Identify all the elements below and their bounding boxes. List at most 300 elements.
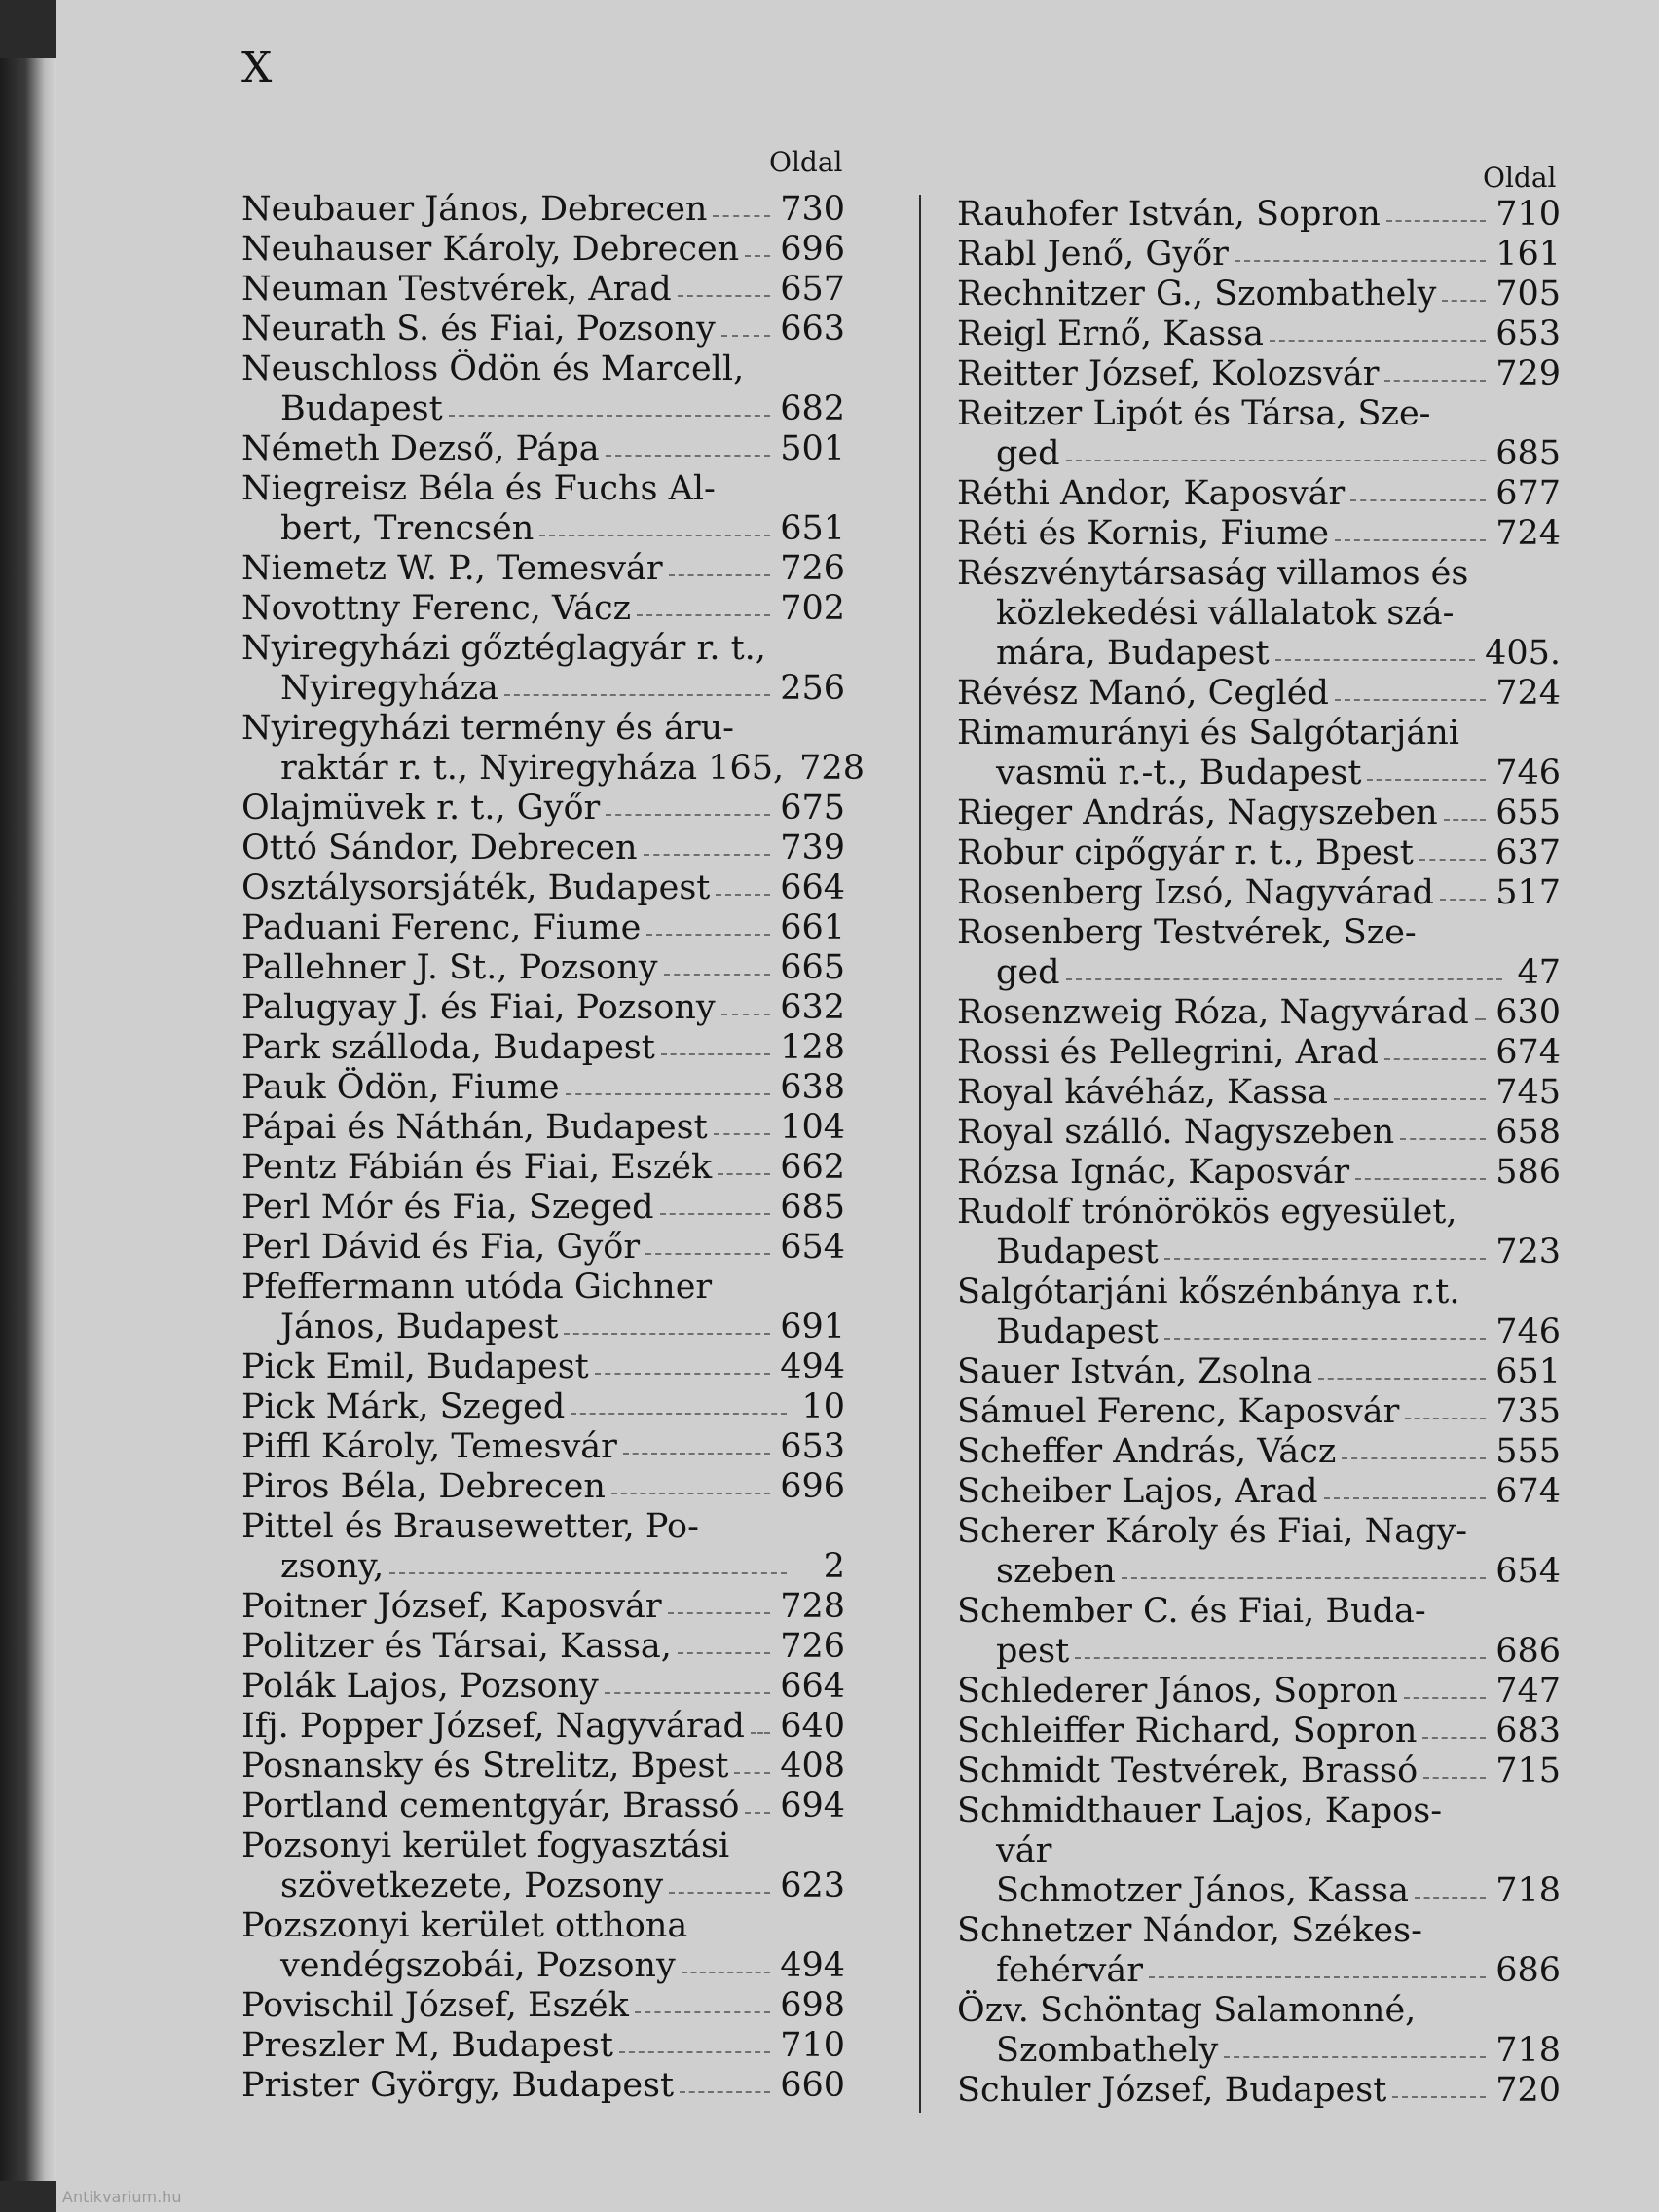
entry-page-number: 658 bbox=[1495, 1113, 1561, 1152]
entry-text: Szombathely bbox=[996, 2031, 1219, 2070]
entry-text: Nyiregyházi termény és áru- bbox=[241, 709, 734, 748]
entry-text: Polák Lajos, Pozsony bbox=[241, 1667, 599, 1706]
entry-text: szövetkezete, Pozsony bbox=[280, 1866, 664, 1905]
index-entry bbox=[241, 1028, 845, 1068]
dotted-leader bbox=[1342, 1457, 1486, 1459]
entry-text: zsony, bbox=[280, 1547, 385, 1586]
entry-page-number: 747 bbox=[1495, 1672, 1561, 1711]
index-entry bbox=[957, 1153, 1561, 1193]
index-entry bbox=[241, 868, 845, 908]
entry-text: Pozszonyi kerület otthona bbox=[241, 1906, 688, 1945]
entry-text: vendégszobái, Pozsony bbox=[280, 1946, 676, 1985]
dotted-leader bbox=[1224, 2056, 1486, 2058]
entry-page-number: 654 bbox=[780, 1228, 845, 1267]
entry-page-number: 729 bbox=[1495, 354, 1561, 393]
index-entry bbox=[957, 1991, 1561, 2031]
entry-text: Perl Dávid és Fia, Győr bbox=[241, 1228, 641, 1267]
index-entry bbox=[957, 1472, 1561, 1512]
index-entry bbox=[957, 434, 1561, 474]
entry-text: Scheiber Lajos, Arad bbox=[957, 1472, 1318, 1511]
left-index-column bbox=[241, 190, 865, 2106]
entry-text: Neuhauser Károly, Debrecen bbox=[241, 230, 740, 269]
index-entry bbox=[241, 1507, 845, 1547]
index-entry bbox=[957, 314, 1561, 354]
entry-text: Prister György, Budapest bbox=[241, 2066, 675, 2105]
entry-text: Schleiffer Richard, Sopron bbox=[957, 1712, 1418, 1751]
entry-text: Rossi és Pellegrini, Arad bbox=[957, 1033, 1379, 1072]
index-entry bbox=[241, 389, 845, 429]
entry-page-number: 718 bbox=[1495, 2031, 1561, 2070]
index-entry bbox=[957, 1272, 1561, 1312]
index-entry bbox=[957, 793, 1561, 833]
index-entry bbox=[241, 1747, 845, 1787]
dotted-leader bbox=[606, 814, 770, 816]
index-entry bbox=[241, 270, 845, 310]
index-entry bbox=[957, 1033, 1561, 1073]
entry-page-number: 664 bbox=[780, 1667, 845, 1706]
index-entry bbox=[241, 669, 845, 709]
dotted-leader bbox=[660, 1213, 771, 1215]
dotted-leader bbox=[539, 535, 770, 536]
entry-text: János, Budapest bbox=[280, 1308, 559, 1346]
dotted-leader bbox=[1400, 1138, 1486, 1140]
dotted-leader bbox=[1066, 978, 1502, 980]
entry-page-number: 739 bbox=[780, 829, 845, 867]
index-entry bbox=[957, 634, 1561, 674]
entry-page-number: 723 bbox=[1495, 1233, 1561, 1272]
entry-text: Rosenberg Testvérek, Sze- bbox=[957, 913, 1417, 952]
index-entry bbox=[957, 714, 1561, 754]
index-entry bbox=[241, 749, 865, 789]
entry-text: raktár r. t., Nyiregyháza 165, bbox=[280, 749, 785, 788]
entry-page-number: 655 bbox=[1495, 793, 1561, 832]
dotted-leader bbox=[1405, 1418, 1486, 1419]
index-entry bbox=[957, 1193, 1561, 1233]
entry-text: Budapest bbox=[280, 389, 443, 428]
entry-page-number: 686 bbox=[1495, 1632, 1561, 1671]
entry-text: Pfeffermann utóda Gichner bbox=[241, 1268, 713, 1307]
entry-text: Részvénytársaság villamos és bbox=[957, 554, 1469, 593]
dotted-leader bbox=[1392, 2096, 1486, 2098]
dotted-leader bbox=[718, 1173, 770, 1175]
dotted-leader bbox=[1075, 1657, 1486, 1659]
entry-text: Rechnitzer G., Szombathely bbox=[957, 275, 1437, 313]
entry-text: Preszler M, Budapest bbox=[241, 2026, 613, 2065]
entry-text: Palugyay J. és Fiai, Pozsony bbox=[241, 988, 716, 1027]
entry-text: Reigl Ernő, Kassa bbox=[957, 314, 1264, 353]
entry-text: Schnetzer Nándor, Székes- bbox=[957, 1911, 1422, 1950]
index-entry bbox=[241, 1906, 845, 1946]
entry-text: fehérvár bbox=[996, 1951, 1144, 1990]
index-entry bbox=[957, 1911, 1561, 1951]
dotted-leader bbox=[734, 1772, 770, 1774]
entry-text: Reitzer Lipót és Társa, Sze- bbox=[957, 394, 1431, 433]
index-entry bbox=[241, 1228, 845, 1268]
entry-text: Poitner József, Kaposvár bbox=[241, 1587, 662, 1626]
entry-text: Portland cementgyár, Brassó bbox=[241, 1787, 740, 1825]
dotted-leader bbox=[680, 2091, 770, 2093]
index-entry bbox=[241, 190, 845, 230]
entry-text: Réti és Kornis, Fiume bbox=[957, 514, 1330, 553]
index-entry bbox=[241, 2066, 845, 2106]
index-entry bbox=[957, 1312, 1561, 1352]
entry-text: Pallehner J. St., Pozsony bbox=[241, 948, 658, 987]
entry-text: bert, Trencsén bbox=[280, 509, 535, 548]
index-entry bbox=[957, 1592, 1561, 1632]
dotted-leader bbox=[1384, 380, 1486, 382]
entry-text: Schmidthauer Lajos, Kapos- bbox=[957, 1791, 1443, 1830]
right-column-header: Oldal bbox=[1483, 162, 1557, 194]
entry-page-number: 128 bbox=[780, 1028, 845, 1067]
entry-text: Royal kávéház, Kassa bbox=[957, 1073, 1328, 1112]
entry-page-number: 161 bbox=[1495, 235, 1561, 274]
entry-page-number: 651 bbox=[1495, 1352, 1561, 1391]
index-entry bbox=[957, 873, 1561, 913]
index-entry bbox=[241, 1826, 845, 1866]
left-column-header: Oldal bbox=[769, 146, 843, 178]
index-entry bbox=[241, 829, 845, 868]
index-entry bbox=[241, 1108, 845, 1148]
entry-page-number: 694 bbox=[780, 1787, 845, 1825]
entry-text: Schmotzer János, Kassa bbox=[996, 1871, 1409, 1910]
index-entry bbox=[241, 1308, 845, 1347]
entry-page-number: 705 bbox=[1495, 275, 1561, 313]
entry-text: Rózsa Ignác, Kaposvár bbox=[957, 1153, 1350, 1192]
dotted-leader bbox=[1164, 1258, 1487, 1260]
index-entry bbox=[957, 1512, 1561, 1552]
index-entry bbox=[241, 1547, 845, 1587]
dotted-leader bbox=[721, 1014, 771, 1015]
dotted-leader bbox=[646, 934, 770, 936]
entry-page-number: 408 bbox=[780, 1747, 845, 1786]
dotted-leader bbox=[721, 335, 770, 337]
dotted-leader bbox=[623, 1453, 770, 1455]
entry-text: Réthi Andor, Kaposvár bbox=[957, 474, 1346, 513]
dotted-leader bbox=[619, 2051, 770, 2053]
dotted-leader bbox=[1149, 1976, 1486, 1978]
dotted-leader bbox=[745, 1812, 770, 1814]
entry-text: Rosenzweig Róza, Nagyvárad bbox=[957, 993, 1469, 1032]
entry-page-number: 586 bbox=[1495, 1153, 1561, 1192]
index-entry bbox=[957, 1672, 1561, 1712]
index-entry bbox=[241, 1347, 845, 1387]
index-entry bbox=[957, 1791, 1561, 1831]
entry-text: szeben bbox=[996, 1552, 1116, 1591]
dotted-leader bbox=[1367, 779, 1486, 781]
entry-page-number: 653 bbox=[780, 1427, 845, 1466]
index-entry bbox=[957, 754, 1561, 793]
entry-text: Révész Manó, Cegléd bbox=[957, 674, 1329, 713]
index-entry bbox=[241, 1188, 845, 1228]
dotted-leader bbox=[1415, 1897, 1486, 1899]
entry-page-number: 555 bbox=[1495, 1432, 1561, 1471]
dotted-leader bbox=[1324, 1497, 1487, 1499]
dotted-leader bbox=[389, 1572, 787, 1574]
index-entry bbox=[241, 1268, 845, 1308]
entry-page-number: 517 bbox=[1495, 873, 1561, 912]
dotted-leader bbox=[1164, 1338, 1487, 1340]
entry-page-number: 715 bbox=[1495, 1751, 1561, 1790]
index-entry bbox=[241, 469, 845, 509]
entry-page-number: 663 bbox=[780, 310, 845, 349]
entry-text: Olajmüvek r. t., Győr bbox=[241, 789, 601, 828]
index-entry bbox=[957, 1073, 1561, 1113]
index-entry bbox=[241, 1667, 845, 1707]
book-page bbox=[56, 0, 1659, 2212]
dotted-leader bbox=[664, 974, 771, 976]
entry-text: Rudolf trónörökös egyesület, bbox=[957, 1193, 1457, 1232]
entry-text: Scherer Károly és Fiai, Nagy- bbox=[957, 1512, 1468, 1551]
dotted-leader bbox=[1235, 260, 1486, 262]
entry-page-number: 728 bbox=[799, 749, 865, 788]
index-entry bbox=[241, 988, 845, 1028]
entry-page-number: 675 bbox=[780, 789, 845, 828]
entry-text: Perl Mór és Fia, Szeged bbox=[241, 1188, 654, 1227]
index-entry bbox=[241, 1986, 845, 2026]
index-entry bbox=[957, 354, 1561, 394]
dotted-leader bbox=[449, 415, 771, 417]
entry-text: Schmidt Testvérek, Brassó bbox=[957, 1751, 1419, 1790]
index-entry bbox=[957, 1113, 1561, 1153]
entry-page-number: 654 bbox=[1495, 1552, 1561, 1591]
entry-page-number: 745 bbox=[1495, 1073, 1561, 1112]
entry-page-number: 696 bbox=[780, 1467, 845, 1506]
index-entry bbox=[241, 509, 845, 549]
entry-text: Rabl Jenő, Győr bbox=[957, 235, 1229, 274]
index-entry bbox=[957, 1632, 1561, 1672]
index-entry bbox=[241, 1946, 845, 1986]
index-entry bbox=[957, 1352, 1561, 1392]
entry-page-number: 710 bbox=[1495, 195, 1561, 234]
entry-text: Ifj. Popper József, Nagyvárad bbox=[241, 1707, 745, 1746]
entry-page-number: 501 bbox=[780, 429, 845, 468]
index-entry bbox=[241, 1387, 845, 1427]
entry-page-number: 724 bbox=[1495, 674, 1561, 713]
entry-text: Neubauer János, Debrecen bbox=[241, 190, 708, 229]
entry-text: vár bbox=[996, 1831, 1052, 1870]
index-entry bbox=[241, 1787, 845, 1826]
index-entry bbox=[957, 594, 1561, 634]
entry-text: mára, Budapest bbox=[996, 634, 1270, 673]
entry-page-number: 638 bbox=[780, 1068, 845, 1107]
index-entry bbox=[957, 235, 1561, 275]
index-entry bbox=[241, 2026, 845, 2066]
entry-page-number: 683 bbox=[1495, 1712, 1561, 1751]
entry-text: Piros Béla, Debrecen bbox=[241, 1467, 606, 1506]
entry-page-number: 2 bbox=[823, 1547, 845, 1586]
index-entry bbox=[241, 1467, 845, 1507]
dotted-leader bbox=[661, 1053, 770, 1055]
entry-text: Pick Emil, Budapest bbox=[241, 1347, 589, 1386]
entry-text: Nyiregyházi gőztéglagyár r. t., bbox=[241, 629, 766, 668]
index-entry bbox=[957, 554, 1561, 594]
dotted-leader bbox=[678, 295, 771, 297]
index-entry bbox=[241, 1427, 845, 1467]
entry-page-number: 735 bbox=[1495, 1392, 1561, 1431]
dotted-leader bbox=[1334, 1098, 1486, 1100]
index-entry bbox=[957, 1552, 1561, 1592]
entry-text: Özv. Schöntag Salamonné, bbox=[957, 1991, 1417, 2030]
entry-text: Pentz Fábián és Fiai, Eszék bbox=[241, 1148, 713, 1187]
entry-text: Robur cipőgyár r. t., Bpest bbox=[957, 833, 1414, 872]
dotted-leader bbox=[645, 1253, 770, 1255]
entry-page-number: 691 bbox=[780, 1308, 845, 1346]
dotted-leader bbox=[1442, 300, 1486, 302]
dotted-leader bbox=[668, 1612, 771, 1614]
book-spine bbox=[0, 58, 56, 2181]
dotted-leader bbox=[678, 1652, 770, 1654]
dotted-leader bbox=[669, 1892, 770, 1894]
entry-text: Pápai és Náthán, Budapest bbox=[241, 1108, 708, 1147]
index-entry bbox=[241, 549, 845, 589]
dotted-leader bbox=[1350, 499, 1486, 501]
index-entry bbox=[957, 1392, 1561, 1432]
page-number: X bbox=[241, 43, 273, 92]
entry-page-number: 720 bbox=[1495, 2071, 1561, 2110]
entry-page-number: 746 bbox=[1495, 754, 1561, 793]
index-entry bbox=[241, 1866, 845, 1906]
entry-page-number: 726 bbox=[780, 549, 845, 588]
entry-text: Pittel és Brausewetter, Po- bbox=[241, 1507, 699, 1546]
index-entry bbox=[241, 789, 845, 829]
index-entry bbox=[241, 230, 845, 270]
entry-page-number: 632 bbox=[780, 988, 845, 1027]
index-entry bbox=[241, 429, 845, 469]
entry-page-number: 494 bbox=[780, 1347, 845, 1386]
entry-page-number: 730 bbox=[780, 190, 845, 229]
dotted-leader bbox=[1404, 1697, 1486, 1699]
entry-text: Niemetz W. P., Temesvár bbox=[241, 549, 663, 588]
entry-text: Pozsonyi kerület fogyasztási bbox=[241, 1826, 730, 1865]
entry-page-number: 653 bbox=[1495, 314, 1561, 353]
dotted-leader bbox=[1355, 1178, 1486, 1180]
entry-text: Park szálloda, Budapest bbox=[241, 1028, 655, 1067]
entry-text: Neuschloss Ödön és Marcell, bbox=[241, 350, 745, 388]
entry-text: Neurath S. és Fiai, Pozsony bbox=[241, 310, 716, 349]
dotted-leader bbox=[635, 2011, 770, 2013]
dotted-leader bbox=[1335, 699, 1486, 701]
dotted-leader bbox=[571, 1413, 787, 1415]
entry-text: Budapest bbox=[996, 1312, 1159, 1351]
index-entry bbox=[241, 589, 845, 629]
entry-text: Salgótarjáni kőszénbánya r.t. bbox=[957, 1272, 1460, 1311]
dotted-leader bbox=[566, 1093, 771, 1095]
dotted-leader bbox=[1122, 1577, 1486, 1579]
entry-page-number: 662 bbox=[780, 1148, 845, 1187]
dotted-leader bbox=[751, 1732, 770, 1734]
dotted-leader bbox=[1440, 899, 1486, 901]
index-entry bbox=[241, 1148, 845, 1188]
entry-page-number: 661 bbox=[780, 908, 845, 947]
dotted-leader bbox=[504, 694, 770, 696]
index-entry bbox=[241, 948, 845, 988]
dotted-leader bbox=[716, 894, 770, 896]
entry-text: Rimamurányi és Salgótarjáni bbox=[957, 714, 1459, 753]
dotted-leader bbox=[1475, 1018, 1486, 1020]
index-entry bbox=[957, 394, 1561, 434]
entry-text: Novottny Ferenc, Vácz bbox=[241, 589, 632, 628]
entry-text: Schuler József, Budapest bbox=[957, 2071, 1387, 2110]
entry-page-number: 664 bbox=[780, 868, 845, 907]
dotted-leader bbox=[1444, 819, 1486, 821]
entry-page-number: 657 bbox=[780, 270, 845, 309]
entry-text: Schember C. és Fiai, Buda- bbox=[957, 1592, 1426, 1631]
index-entry bbox=[957, 953, 1561, 993]
entry-text: Sámuel Ferenc, Kaposvár bbox=[957, 1392, 1400, 1431]
entry-text: Rieger András, Nagyszeben bbox=[957, 793, 1438, 832]
entry-page-number: 630 bbox=[1495, 993, 1561, 1032]
entry-page-number: 685 bbox=[1495, 434, 1561, 473]
index-entry bbox=[957, 1951, 1561, 1991]
index-entry bbox=[241, 350, 845, 389]
entry-page-number: 728 bbox=[780, 1587, 845, 1626]
entry-page-number: 494 bbox=[780, 1946, 845, 1985]
index-entry bbox=[957, 674, 1561, 714]
index-entry bbox=[241, 1068, 845, 1108]
entry-text: Scheffer András, Vácz bbox=[957, 1432, 1337, 1471]
index-entry bbox=[241, 1627, 845, 1667]
index-entry bbox=[957, 1432, 1561, 1472]
entry-page-number: 405. bbox=[1485, 634, 1561, 673]
index-entry bbox=[957, 1751, 1561, 1791]
dotted-leader bbox=[1422, 1737, 1486, 1739]
entry-text: Nyiregyháza bbox=[280, 669, 498, 708]
entry-text: pest bbox=[996, 1632, 1070, 1671]
dotted-leader bbox=[1275, 659, 1475, 661]
entry-text: Rosenberg Izsó, Nagyvárad bbox=[957, 873, 1434, 912]
dotted-leader bbox=[714, 1133, 771, 1135]
entry-page-number: 104 bbox=[780, 1108, 845, 1147]
index-entry bbox=[957, 1831, 1561, 1871]
index-entry bbox=[241, 709, 845, 749]
dotted-leader bbox=[1318, 1378, 1486, 1380]
entry-page-number: 726 bbox=[780, 1627, 845, 1666]
entry-text: Neuman Testvérek, Arad bbox=[241, 270, 672, 309]
dotted-leader bbox=[1386, 220, 1486, 222]
index-entry bbox=[957, 2031, 1561, 2071]
entry-page-number: 10 bbox=[801, 1387, 845, 1426]
dotted-leader bbox=[1419, 859, 1486, 861]
entry-text: Sauer István, Zsolna bbox=[957, 1352, 1313, 1391]
entry-page-number: 651 bbox=[780, 509, 845, 548]
dotted-leader bbox=[606, 455, 771, 457]
column-divider bbox=[919, 195, 921, 2113]
entry-page-number: 677 bbox=[1495, 474, 1561, 513]
dotted-leader bbox=[669, 574, 771, 576]
dotted-leader bbox=[644, 854, 771, 856]
entry-page-number: 702 bbox=[780, 589, 845, 628]
entry-text: ged bbox=[996, 953, 1060, 992]
entry-page-number: 637 bbox=[1495, 833, 1561, 872]
index-entry bbox=[957, 1871, 1561, 1911]
entry-page-number: 686 bbox=[1495, 1951, 1561, 1990]
dotted-leader bbox=[713, 215, 770, 217]
index-entry bbox=[957, 2071, 1561, 2111]
dotted-leader bbox=[682, 1972, 770, 1973]
index-entry bbox=[957, 514, 1561, 554]
dotted-leader bbox=[564, 1333, 770, 1335]
entry-page-number: 640 bbox=[780, 1707, 845, 1746]
dotted-leader bbox=[1066, 460, 1487, 461]
index-entry bbox=[957, 1712, 1561, 1751]
index-entry bbox=[241, 908, 845, 948]
entry-page-number: 665 bbox=[780, 948, 845, 987]
dotted-leader bbox=[1335, 539, 1486, 541]
index-entry bbox=[957, 833, 1561, 873]
entry-page-number: 718 bbox=[1495, 1871, 1561, 1910]
index-entry bbox=[957, 993, 1561, 1033]
index-entry bbox=[957, 913, 1561, 953]
